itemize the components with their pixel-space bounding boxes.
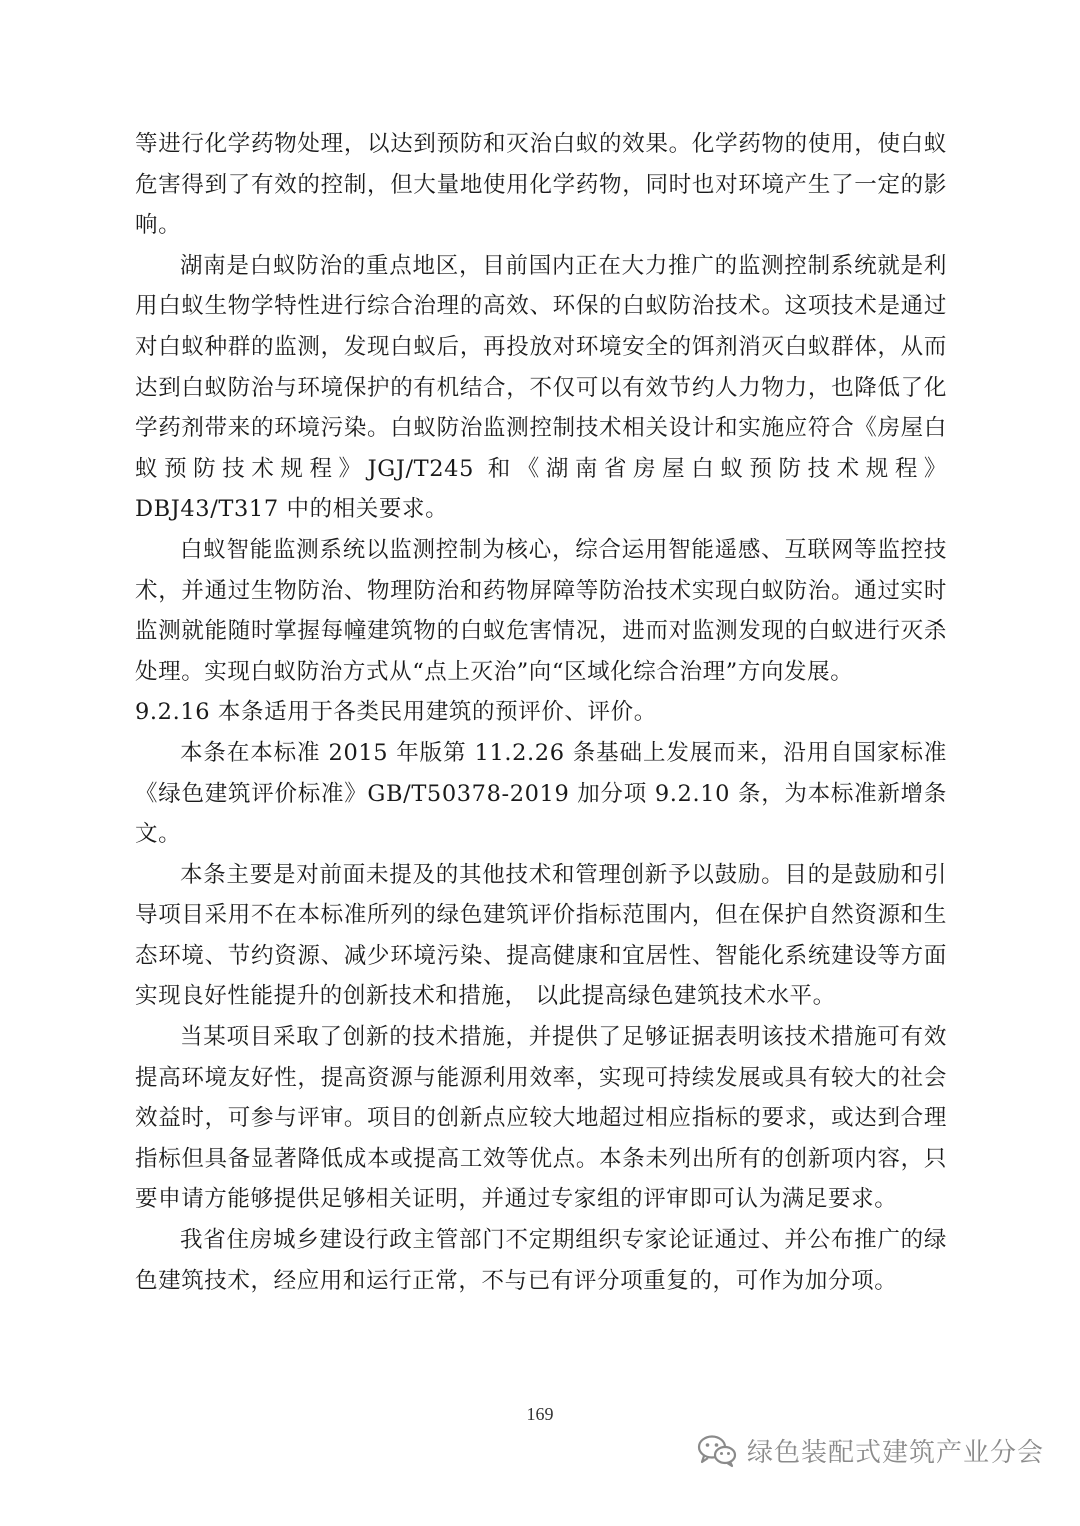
paragraph-7: 当某项目采取了创新的技术措施，并提供了足够证据表明该技术措施可有效提高环境友好性，提高资源与能源利用效率，实现可持续发展或具有较大的社会效益时，可参与评审。项目的创新点应较大地超过相应指标的要求，或达到合理指标但具备显著降低成本或提高工效等优点。本条未列出所有的创新项内容，只要申请方能够提供足够相关证明，并通过专家组的评审即可认为满足要求。 [135,1024,947,1213]
paragraph-6: 本条主要是对前面未提及的其他技术和管理创新予以鼓励。目的是鼓励和引导项目采用不在本标准所列的绿色建筑评价指标范围内，但在保护自然资源和生态环境、节约资源、减少环境污染、提高健康和宜居性、智能化系统建设等方面实现良好性能提升的创新技术和措施， 以此提高绿色建筑技术水平。 [135,861,947,1010]
page-number: 169 [526,1404,554,1424]
paragraph-8: 我省住房城乡建设行政主管部门不定期组织专家论证通过、并公布推广的绿色建筑技术，经应用和运行正常，不与已有评分项重复的，可作为加分项。 [135,1227,947,1294]
clause-heading-9-2-16: 9.2.16 本条适用于各类民用建筑的预评价、评价。 [135,699,657,726]
wechat-icon [697,1434,737,1468]
paragraph-3: 白蚁智能监测系统以监测控制为核心，综合运用智能遥感、互联网等监控技术，并通过生物防治、物理防治和药物屏障等防治技术实现白蚁防治。通过实时监测就能随时掌握每幢建筑物的白蚁危害情况，进而对监测发现的白蚁进行灭杀处理。实现白蚁防治方式从“点上灭治”向“区域化综合治理”方向发展。 [135,536,947,685]
paragraph-1: 等进行化学药物处理，以达到预防和灭治白蚁的效果。化学药物的使用，使白蚁危害得到了有效的控制，但大量地使用化学药物，同时也对环境产生了一定的影响。 [135,131,947,239]
watermark [697,1432,1044,1469]
watermark-text: 绿色装配式建筑产业分会 [746,1438,1044,1468]
document-body [135,124,947,1301]
paragraph-5: 本条在本标准 2015 年版第 11.2.26 条基础上发展而来，沿用自国家标准《绿色建筑评价标准》GB/T50378-2019 加分项 9.2.10 条，为本标准新增条文。 [135,739,947,848]
paragraph-2: 湖南是白蚁防治的重点地区，目前国内正在大力推广的监测控制系统就是利用白蚁生物学特性进行综合治理的高效、环保的白蚁防治技术。这项技术是通过对白蚁种群的监测，发现白蚁后，再投放对环境安全的饵剂消灭白蚁群体，从而达到白蚁防治与环境保护的有机结合，不仅可以有效节约人力物力，也降低了化学药剂带来的环境污染。白蚁防治监测控制技术相关设计和实施应符合《房屋白蚁预防技术规程》JGJ/T245 和《湖南省房屋白蚁预防技术规程》DBJ43/T317 中的相关要求。 [135,252,947,523]
